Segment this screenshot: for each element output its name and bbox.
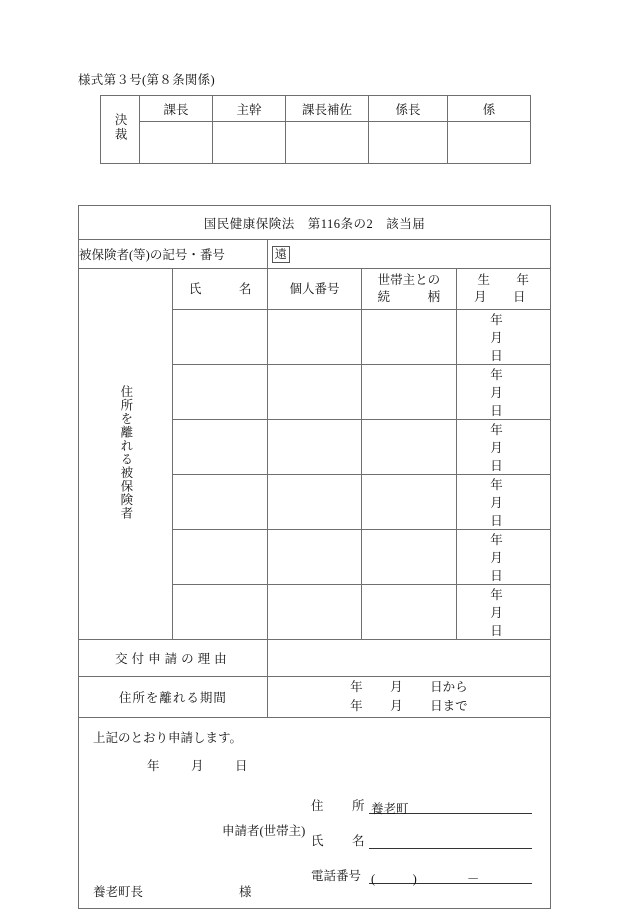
- period-to-line: [268, 697, 550, 716]
- declaration-cell: [79, 718, 551, 909]
- person-dob-1[interactable]: [456, 310, 550, 365]
- approval-table: [100, 95, 531, 164]
- name-field-line: [311, 831, 532, 849]
- tel-field-line: [311, 866, 532, 884]
- person-dob-5-year: 年: [490, 533, 503, 547]
- period-to-year: 年: [350, 699, 363, 713]
- insured-symbol-row: [79, 240, 551, 269]
- person-mynumber-5[interactable]: [267, 530, 361, 585]
- person-mynumber-1[interactable]: [267, 310, 361, 365]
- approval-header-shukan: 主幹: [213, 96, 286, 122]
- address-label: 住 所: [311, 799, 373, 813]
- insured-symbol-label-cell: [79, 240, 268, 269]
- person-dob-1-month: 月: [490, 331, 503, 345]
- person-header-name-text: 氏 名: [188, 281, 252, 296]
- person-dob-1-day: 日: [490, 349, 503, 363]
- person-mynumber-3[interactable]: [267, 420, 361, 475]
- person-vertical-label-cell: [79, 269, 173, 640]
- person-dob-2-month: 月: [490, 386, 503, 400]
- insured-symbol-mark: 遠: [272, 246, 290, 263]
- person-name-4[interactable]: [173, 475, 267, 530]
- approval-stamp-kachohosa[interactable]: [286, 122, 369, 164]
- person-dob-4-year: 年: [490, 478, 503, 492]
- address-field-line: [311, 796, 532, 814]
- person-mynumber-6[interactable]: [267, 585, 361, 640]
- reason-row: [79, 640, 551, 677]
- person-dob-3[interactable]: [456, 420, 550, 475]
- person-relation-6[interactable]: [362, 585, 456, 640]
- main-form-table: [78, 205, 556, 909]
- person-dob-4[interactable]: [456, 475, 550, 530]
- approval-stamp-kakari[interactable]: [448, 122, 531, 164]
- person-dob-6-day: 日: [490, 624, 503, 638]
- person-dob-1-year: 年: [490, 313, 503, 327]
- person-dob-5-month: 月: [490, 551, 503, 565]
- approval-vertical-label: 決裁: [113, 113, 128, 142]
- period-row: [79, 677, 551, 718]
- person-dob-6-year: 年: [490, 588, 503, 602]
- person-relation-1[interactable]: [362, 310, 456, 365]
- insured-symbol-value-cell[interactable]: [267, 240, 550, 269]
- person-dob-3-day: 日: [490, 459, 503, 473]
- person-name-5[interactable]: [173, 530, 267, 585]
- person-header-mynumber: [267, 269, 361, 310]
- person-header-mynumber-text: 個人番号: [289, 281, 340, 296]
- person-name-1[interactable]: [173, 310, 267, 365]
- period-label: 住所を離れる期間: [79, 677, 268, 718]
- name-input[interactable]: [369, 834, 532, 849]
- person-header-relation: [362, 269, 456, 310]
- period-from-year: 年: [350, 679, 363, 694]
- person-dob-3-year: 年: [490, 423, 503, 437]
- person-relation-2[interactable]: [362, 365, 456, 420]
- person-dob-6[interactable]: [456, 585, 550, 640]
- period-to-month: 月: [390, 699, 403, 713]
- person-header-row: [79, 269, 551, 310]
- approval-stamp-kakaricho[interactable]: [369, 122, 448, 164]
- person-dob-2-day: 日: [490, 404, 503, 418]
- declaration-date-year: 年: [147, 759, 160, 773]
- tel-label: 電話番号: [311, 869, 362, 883]
- person-name-3[interactable]: [173, 420, 267, 475]
- person-vertical-label: 住所を離れる被保険者: [118, 384, 133, 520]
- approval-header-kachohosa: 課長補佐: [286, 96, 369, 122]
- address-input[interactable]: [369, 799, 532, 814]
- declaration-date-month: 月: [191, 759, 204, 773]
- person-header-dob: [456, 269, 556, 310]
- person-dob-4-day: 日: [490, 514, 503, 528]
- person-header-dob-text: 生 年 月 日: [474, 273, 556, 304]
- name-label: 氏 名: [311, 834, 373, 848]
- approval-stamp-shukan[interactable]: [213, 122, 286, 164]
- person-header-relation-line2: 続 柄: [377, 290, 441, 304]
- form-number: 様式第３号(第８条関係): [78, 73, 215, 87]
- person-dob-4-month: 月: [490, 496, 503, 510]
- person-header-name: [173, 269, 267, 310]
- approval-header-kakaricho: 係長: [369, 96, 448, 122]
- period-from-month: 月: [390, 679, 403, 694]
- person-dob-6-month: 月: [490, 606, 503, 620]
- approval-header-kacho: 課長: [140, 96, 213, 122]
- form-title-row: [79, 206, 551, 240]
- period-to-day: 日まで: [430, 699, 468, 713]
- mayor-addressee-line: [93, 882, 252, 900]
- approval-header-row: [101, 96, 531, 122]
- period-value[interactable]: [267, 677, 550, 718]
- period-from-day: 日から: [430, 679, 468, 694]
- person-relation-4[interactable]: [362, 475, 456, 530]
- reason-label: 交付申請の理由: [79, 640, 268, 677]
- tel-input[interactable]: [369, 869, 532, 884]
- person-relation-3[interactable]: [362, 420, 456, 475]
- person-dob-3-month: 月: [490, 441, 503, 455]
- person-mynumber-4[interactable]: [267, 475, 361, 530]
- insured-symbol-label: 被保険者(等)の記号・番号: [79, 248, 225, 262]
- mayor-label: 養老町長: [93, 885, 144, 899]
- mayor-honorific: 様: [239, 885, 252, 899]
- approval-stamp-row: [101, 122, 531, 164]
- declaration-date-day: 日: [235, 759, 248, 773]
- tel-value: ( ) －: [371, 872, 480, 886]
- reason-value[interactable]: [267, 640, 550, 677]
- declaration-date[interactable]: [147, 756, 279, 774]
- approval-vertical-label-cell: [101, 96, 140, 164]
- period-from-line: [268, 678, 550, 697]
- person-dob-2-year: 年: [490, 368, 503, 382]
- declaration-row: [79, 718, 551, 909]
- person-dob-5[interactable]: [456, 530, 550, 585]
- declaration-statement: 上記のとおり申請します。: [93, 731, 243, 745]
- person-name-2[interactable]: [173, 365, 267, 420]
- approval-header-kakari: 係: [448, 96, 531, 122]
- person-name-6[interactable]: [173, 585, 267, 640]
- person-dob-2[interactable]: [456, 365, 550, 420]
- person-header-relation-line1: 世帯主との: [377, 273, 441, 288]
- address-value: 養老町: [371, 802, 409, 816]
- person-mynumber-2[interactable]: [267, 365, 361, 420]
- form-title: 国民健康保険法 第116条の2 該当届: [79, 206, 551, 240]
- approval-stamp-kacho[interactable]: [140, 122, 213, 164]
- applicant-label: 申請者(世帯主): [222, 824, 306, 838]
- person-dob-5-day: 日: [490, 569, 503, 583]
- person-relation-5[interactable]: [362, 530, 456, 585]
